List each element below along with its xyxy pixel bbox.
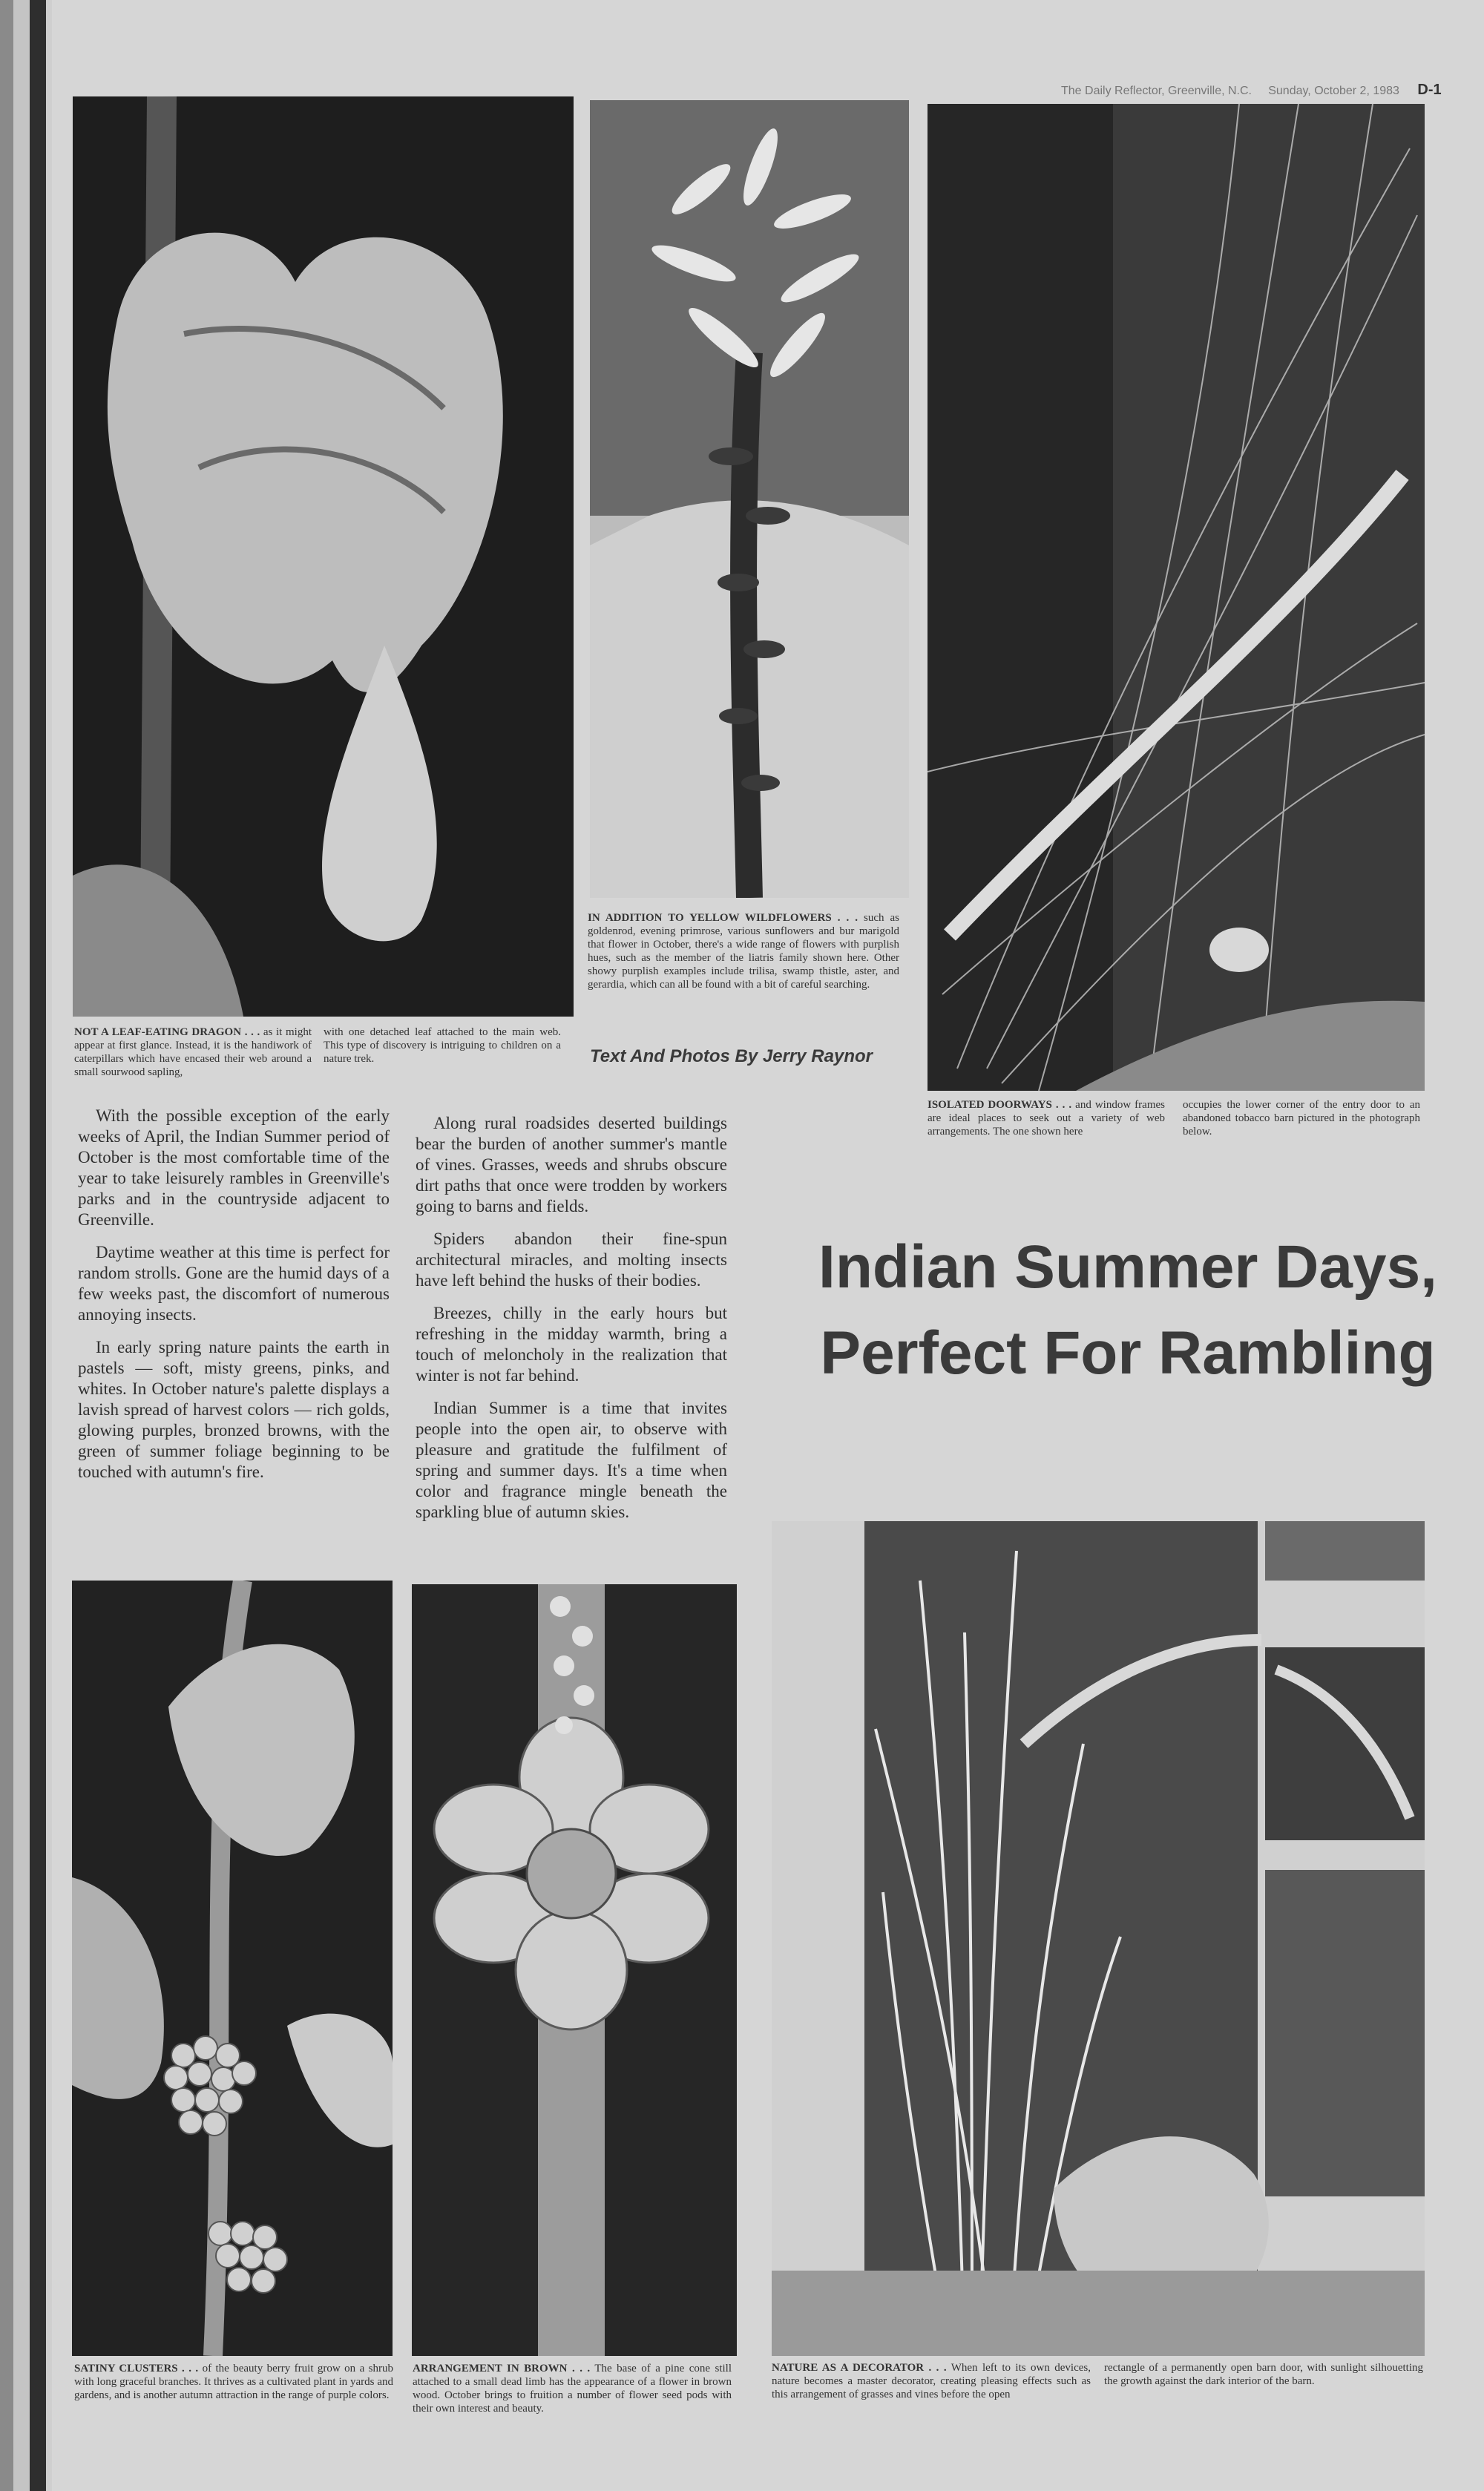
caption-leaf-dragon-col2 [324, 1025, 561, 1066]
caption-decorator-text2: rectangle of a permanently open barn door, with sunlight silhouetting the growth against the dark interior of the barn. [1104, 2362, 1423, 2387]
caption-satiny-text: of the beauty berry fruit grow on a shrub with long graceful branches. It thrives as a cultivated plant in yards and gardens, and is another autumn attraction in the range of purple colors. [74, 2363, 393, 2401]
masthead [1061, 82, 1454, 99]
caption-doorways-col1 [928, 1098, 1165, 1138]
caption-wildflowers-text: such as goldenrod, evening primrose, various sunflowers and bur marigold that flower in October, there's a wide range of flowers with purplish hues, such as the member of the liatris family shown here. Other showy purplish examples include trilisa, swamp thistle, aster, and gerardia, which can all be found with a bit of careful searching. [588, 912, 899, 991]
caption-doorways-text1: and window frames are ideal places to seek out a variety of web arrangements. The one shown here [928, 1099, 1165, 1138]
caption-doorways-lead: ISOLATED DOORWAYS . . . [928, 1099, 1072, 1111]
headline [794, 1224, 1462, 1397]
photo-wildflower [590, 100, 909, 898]
photo-barn-grasses [772, 1521, 1425, 2356]
caption-decorator-text1: When left to its own devices, nature becomes a master decorator, creating pleasing effects such as this arrangement of grasses and vines before the open [772, 2362, 1091, 2400]
caption-leaf-dragon-text1: as it might appear at first glance. Instead, it is the handiwork of caterpillars which have encased their web around a small sourwood sapling, [74, 1026, 312, 1078]
article-paragraph: Along rural roadsides deserted buildings bear the burden of another summer's mantle of vines. Grasses, weeds and shrubs obscure dirt paths that once were trodden by workers going to barns and fields. [416, 1114, 727, 1215]
caption-decorator-col2 [1104, 2361, 1423, 2388]
caption-brown [413, 2362, 732, 2415]
photo-beauty-berry [72, 1581, 393, 2356]
photo-web-doorway [928, 104, 1425, 1091]
article-column-2 [416, 1113, 727, 1535]
article-paragraph: Breezes, chilly in the early hours but refreshing in the midday warmth, bring a touch of meloncholy in the realization that winter is not far behind. [416, 1304, 727, 1385]
article-paragraph: Daytime weather at this time is perfect for random strolls. Gone are the humid days of a few weeks past, the discomfort of numerous annoying insects. [78, 1243, 390, 1324]
page-binding-edge [0, 0, 52, 2491]
caption-brown-lead: ARRANGEMENT IN BROWN . . . [413, 2363, 591, 2375]
caption-satiny-lead: SATINY CLUSTERS . . . [74, 2363, 199, 2375]
caption-leaf-dragon-text2: with one detached leaf attached to the main web. This type of discovery is intriguing to children on a nature trek. [324, 1026, 561, 1065]
headline-line-1: Indian Summer Days, [818, 1233, 1437, 1301]
masthead-date: Sunday, October 2, 1983 [1268, 85, 1399, 97]
caption-decorator-lead: NATURE AS A DECORATOR . . . [772, 2362, 947, 2374]
caption-decorator-col1 [772, 2361, 1091, 2401]
caption-leaf-dragon-lead: NOT A LEAF-EATING DRAGON . . . [74, 1026, 260, 1038]
caption-satiny [74, 2362, 393, 2402]
article-paragraph: In early spring nature paints the earth in pastels — soft, misty greens, pinks, and whites. In October nature's palette displays a lavish spread of harvest colors — rich golds, glowing purples, bronzed browns, with the green of summer foliage beginning to be touched with autumn's fire. [78, 1338, 390, 1481]
caption-doorways-text2: occupies the lower corner of the entry door to an abandoned tobacco barn pictured in the photograph below. [1183, 1099, 1420, 1138]
caption-brown-text: The base of a pine cone still attached to a small dead limb has the appearance of a flower in brown wood. October brings to fruition a number of flower seed pods with their own interest and beauty. [413, 2363, 732, 2415]
photo-credit: Text And Photos By Jerry Raynor [590, 1046, 873, 1066]
article-column-1 [78, 1106, 390, 1494]
photo-pine-cone [412, 1584, 737, 2356]
masthead-paper: The Daily Reflector, Greenville, N.C. [1061, 85, 1252, 97]
caption-doorways-col2 [1183, 1098, 1420, 1138]
article-paragraph: Spiders abandon their fine-spun architectural miracles, and molting insects have left behind the husks of their bodies. [416, 1230, 727, 1290]
caption-wildflowers-lead: IN ADDITION TO YELLOW WILDFLOWERS . . . [588, 912, 858, 924]
caption-wildflowers [588, 911, 899, 991]
caption-leaf-dragon-col1 [74, 1025, 312, 1079]
masthead-section: D-1 [1417, 82, 1442, 98]
headline-line-2: Perfect For Rambling [820, 1319, 1436, 1387]
photo-leaf-dragon [73, 96, 574, 1017]
article-paragraph: Indian Summer is a time that invites people into the open air, to observe with pleasure and gratitude the fulfilment of spring and summer days. It's a time when color and fragrance mingle beneath the sparkling blue of autumn skies. [416, 1399, 727, 1521]
article-paragraph: With the possible exception of the early weeks of April, the Indian Summer period of October is the most comfortable time of the year to take leisurely rambles in Greenville's parks and in the countryside adjacent to Greenville. [78, 1106, 390, 1229]
